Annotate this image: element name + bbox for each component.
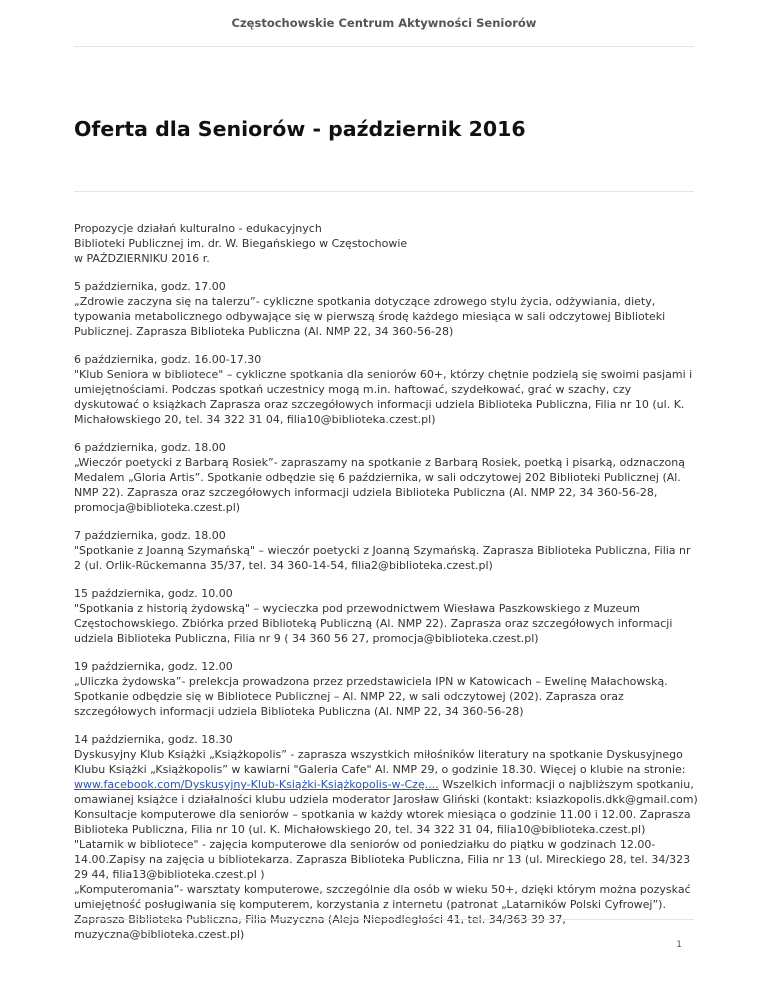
event-date: 6 października, godz. 16.00-17.30	[74, 353, 262, 366]
event-description: „Uliczka żydowska”- prelekcja prowadzona przez przedstawiciela IPN w Katowicach – Ewelinę Małachowską. Spotkanie odbędzie się w Bibliotece Publicznej – Al. NMP 22, w sali odczytowej (202). Zaprasza oraz szczegółowych informacji udziela Biblioteka Publiczna (Al. NMP 22, 34 360-56-28)	[74, 675, 668, 718]
event-description: "Spotkania z historią żydowską" – wycieczka pod przewodnictwem Wiesława Paszkowskiego z Muzeum Częstochowskiego. Zbiórka przed Biblioteką Publiczną (Al. NMP 22). Zaprasza oraz szczegółowych informacji udziela Biblioteka Publiczna, Filia nr 9 ( 34 360 56 27, promocja@biblioteka.czest.pl)	[74, 602, 673, 645]
event-description	[74, 747, 698, 807]
event-item	[74, 528, 698, 573]
event-date: 15 października, godz. 10.00	[74, 587, 233, 600]
event-item	[74, 586, 698, 646]
page-number: 1	[676, 940, 682, 950]
event-item	[74, 352, 698, 427]
intro-line: w PAŹDZIERNIKU 2016 r.	[74, 252, 210, 265]
event-item	[74, 440, 698, 515]
event-description: "Klub Seniora w bibliotece" – cykliczne spotkania dla seniorów 60+, którzy chętnie podzielą się swoimi pasjami i umiejętnościami. Podczas spotkań uczestnicy mogą m.in. haftować, szydełkować, grać w szachy, czy dyskutować o książkach Zaprasza oraz szczegółowych informacji udziela Biblioteka Publiczna, Filia nr 10 (ul. K. Michałowskiego 20, tel. 34 322 31 04, filia10@biblioteka.czest.pl)	[74, 368, 693, 426]
event-text: Wszelkich informacji o najbliższym spotkaniu, omawianej książce i działalności klubu udziela moderator Jarosław Gliński (kontakt: ksiazkopolis.dkk@gmail.com)	[74, 778, 698, 806]
page-title: Oferta dla Seniorów - październik 2016	[74, 117, 526, 141]
event-item	[74, 279, 698, 339]
event-description: „Wieczór poetycki z Barbarą Rosiek”- zapraszamy na spotkanie z Barbarą Rosiek, poetką i pisarką, odznaczoną Medalem „Gloria Artis”. Spotkanie odbędzie się 6 października, w sali odczytowej 202 Biblioteki Publicznej (Al. NMP 22). Zaprasza oraz szczegółowych informacji udziela Biblioteka Publiczna (Al. NMP 22, 34 360-56-28, promocja@biblioteka.czest.pl)	[74, 456, 685, 514]
event-description: "Spotkanie z Joanną Szymańską" – wieczór poetycki z Joanną Szymańską. Zaprasza Biblioteka Publiczna, Filia nr 2 (ul. Orlik-Rückemanna 35/37, tel. 34 360-14-54, filia2@biblioteka.czest.pl)	[74, 544, 691, 572]
intro	[74, 221, 698, 266]
event-description: Konsultacje komputerowe dla seniorów – spotkania w każdy wtorek miesiąca o godzinie 11.00 i 12.00. Zaprasza Biblioteka Publiczna, Filia nr 10 (ul. K. Michałowskiego 20, tel. 34 322 31 04, filia10@biblioteka.czest.pl)	[74, 808, 691, 836]
event-item	[74, 659, 698, 719]
footer-divider	[74, 919, 694, 920]
article-body	[74, 221, 698, 955]
intro-line: Propozycje działań kulturalno - edukacyjnych	[74, 222, 322, 235]
event-text: Dyskusyjny Klub Książki „Książkopolis” - zaprasza wszystkich miłośników literatury na spotkanie Dyskusyjnego Klubu Książki „Książkopolis” w kawiarni "Galeria Cafe" Al. NMP 29, o godzinie 18.30. Więcej o klubie na stronie:	[74, 748, 686, 776]
event-description: "Latarnik w bibliotece" - zajęcia komputerowe dla seniorów od poniedziałku do piątku w godzinach 12.00-14.00.Zapisy na zajęcia u bibliotekarza. Zaprasza Biblioteka Publiczna, Filia nr 13 (ul. Mireckiego 28, tel. 34/323 29 44, filia13@biblioteka.czest.pl )	[74, 838, 691, 881]
event-date: 14 października, godz. 18.30	[74, 733, 233, 746]
event-date: 5 października, godz. 17.00	[74, 280, 226, 293]
intro-line: Biblioteki Publicznej im. dr. W. Biegańskiego w Częstochowie	[74, 237, 408, 250]
site-name: Częstochowskie Centrum Aktywności Seniorów	[231, 16, 537, 30]
site-header	[74, 0, 694, 47]
event-date: 7 października, godz. 18.00	[74, 529, 226, 542]
event-date: 19 października, godz. 12.00	[74, 660, 233, 673]
event-description: „Zdrowie zaczyna się na talerzu”- cykliczne spotkania dotyczące zdrowego stylu życia, odżywiania, diety, typowania metabolicznego odbywające się w pierwszą środę każdego miesiąca w sali odczytowej Biblioteki Publicznej. Zaprasza Biblioteka Publiczna (Al. NMP 22, 34 360-56-28)	[74, 295, 666, 338]
event-date: 6 października, godz. 18.00	[74, 441, 226, 454]
event-item	[74, 732, 698, 942]
facebook-link[interactable]: www.facebook.com/Dyskusyjny-Klub-Książki-Książkopolis-w-Czę....	[74, 778, 439, 791]
divider	[74, 191, 694, 192]
event-description: „Komputeromania”- warsztaty komputerowe, szczególnie dla osób w wieku 50+, dzięki którym można pozyskać umiejętność posługiwania się komputerem, korzystania z internetu (patronat „Latarników Polski Cyfrowej”). Zaprasza Biblioteka Publiczna, Filia Muzyczna (Aleja Niepodległości 41, tel. 34/363 39 37, muzyczna@biblioteka.czest.pl)	[74, 883, 691, 941]
